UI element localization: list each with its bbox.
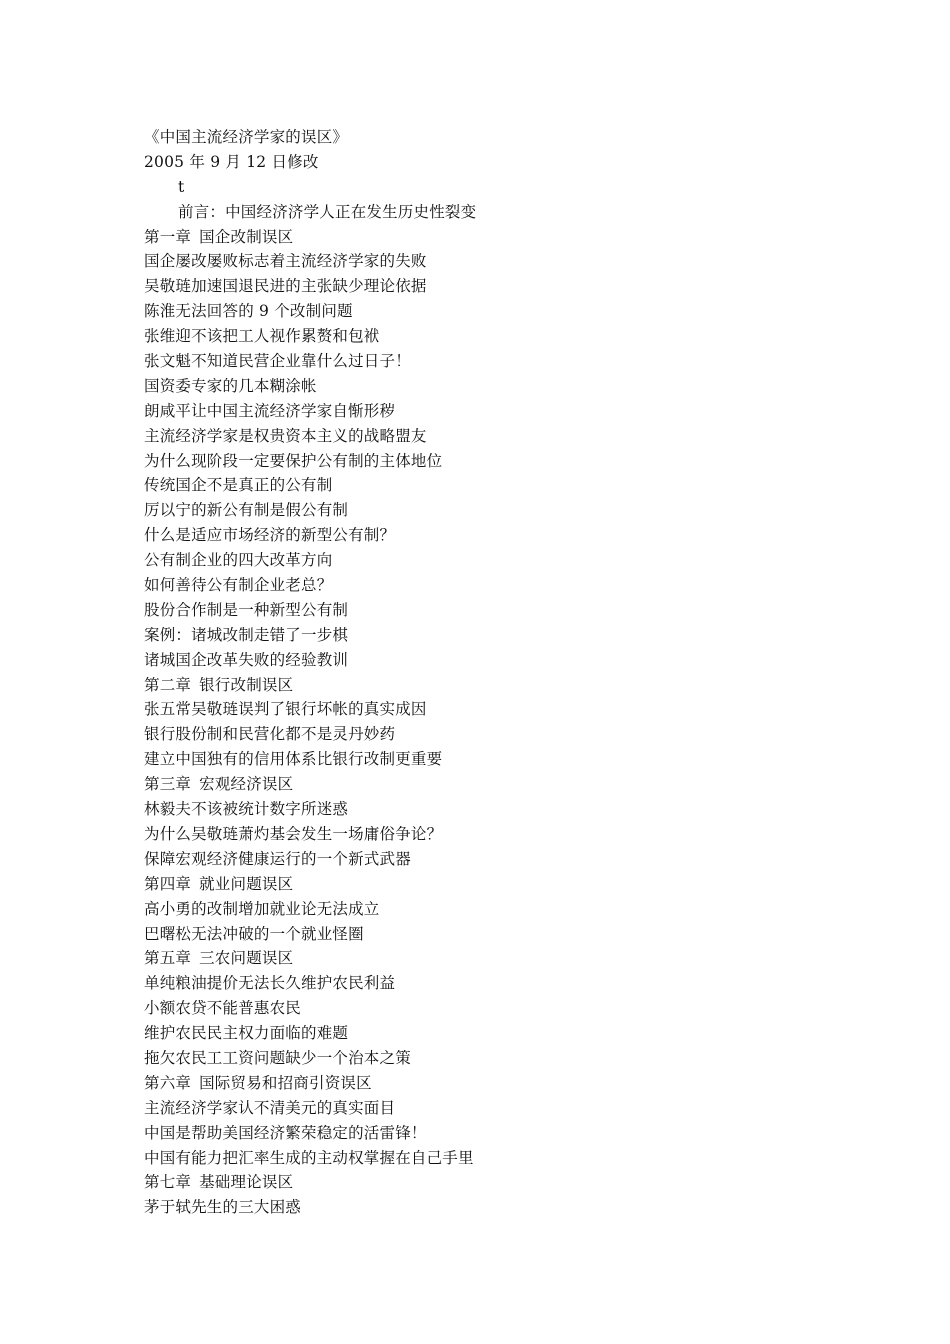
section-item: 为什么现阶段一定要保护公有制的主体地位	[144, 451, 443, 470]
chapter-number: 第六章	[144, 1073, 192, 1092]
section-item: 中国是帮助美国经济繁荣稳定的活雷锋！	[144, 1123, 427, 1142]
section-item: 主流经济学家认不清美元的真实面目	[144, 1098, 396, 1117]
section-item: 朗咸平让中国主流经济学家自惭形秽	[144, 401, 396, 420]
section-item: 银行股份制和民营化都不是灵丹妙药	[144, 725, 396, 744]
section-item: 茅于轼先生的三大困惑	[144, 1198, 302, 1217]
section-item: 吴敬琏加速国退民进的主张缺少理论依据	[144, 277, 427, 296]
chapter-number: 第一章	[144, 227, 192, 246]
section-item: 张文魁不知道民营企业靠什么过日子！	[144, 352, 411, 371]
section-item: 巴曙松无法冲破的一个就业怪圈	[144, 924, 364, 943]
stray-character: t	[178, 177, 185, 196]
section-item: 诸城国企改革失败的经验教训	[144, 650, 349, 669]
section-item: 公有制企业的四大改革方向	[144, 551, 333, 570]
section-item: 中国有能力把汇率生成的主动权掌握在自己手里	[144, 1148, 474, 1167]
section-item: 案例：诸城改制走错了一步棋	[144, 625, 349, 644]
chapter-title: 三农问题误区	[199, 949, 294, 968]
table-of-contents	[144, 225, 844, 1221]
chapter-title: 基础理论误区	[199, 1173, 294, 1192]
revision-date: 2005 年 9 月 12 日修改	[144, 152, 319, 171]
document-content	[144, 125, 844, 1220]
chapter-number: 第二章	[144, 675, 192, 694]
section-item: 传统国企不是真正的公有制	[144, 476, 333, 495]
document-title: 《中国主流经济学家的误区》	[144, 128, 349, 146]
chapter-number: 第五章	[144, 949, 192, 968]
section-item: 建立中国独有的信用体系比银行改制更重要	[144, 750, 443, 769]
section-item: 维护农民民主权力面临的难题	[144, 1024, 349, 1043]
preface-heading: 前言：中国经济济学人正在发生历史性裂变	[178, 202, 477, 221]
chapter-number: 第三章	[144, 775, 192, 794]
chapter-title: 银行改制误区	[199, 675, 294, 694]
section-item: 保障宏观经济健康运行的一个新式武器	[144, 849, 411, 868]
chapter-heading	[144, 946, 844, 971]
section-item: 国资委专家的几本糊涂帐	[144, 376, 317, 395]
section-item: 如何善待公有制企业老总？	[144, 576, 333, 595]
section-item: 张维迎不该把工人视作累赘和包袱	[144, 327, 380, 346]
chapter-title: 宏观经济误区	[199, 775, 294, 794]
section-item: 林毅夫不该被统计数字所迷惑	[144, 800, 349, 819]
chapter-heading	[144, 225, 844, 250]
chapter-heading	[144, 673, 844, 698]
chapter-number: 第七章	[144, 1173, 192, 1192]
section-item: 厉以宁的新公有制是假公有制	[144, 501, 349, 520]
section-item: 为什么吴敬琏萧灼基会发生一场庸俗争论？	[144, 824, 443, 843]
section-item: 拖欠农民工工资问题缺少一个治本之策	[144, 1048, 411, 1067]
chapter-number: 第四章	[144, 874, 192, 893]
section-item: 主流经济学家是权贵资本主义的战略盟友	[144, 426, 427, 445]
chapter-heading	[144, 872, 844, 897]
section-item: 小额农贷不能普惠农民	[144, 999, 302, 1018]
chapter-heading	[144, 772, 844, 797]
section-item: 什么是适应市场经济的新型公有制？	[144, 526, 396, 545]
section-item: 单纯粮油提价无法长久维护农民利益	[144, 974, 396, 993]
section-item: 股份合作制是一种新型公有制	[144, 600, 349, 619]
chapter-heading	[144, 1170, 844, 1195]
section-item: 陈淮无法回答的 9 个改制问题	[144, 302, 353, 321]
section-item: 张五常吴敬琏误判了银行坏帐的真实成因	[144, 700, 427, 719]
chapter-heading	[144, 1071, 844, 1096]
section-item: 高小勇的改制增加就业论无法成立	[144, 899, 380, 918]
chapter-title: 国际贸易和招商引资误区	[199, 1073, 372, 1092]
chapter-title: 国企改制误区	[199, 227, 294, 246]
section-item: 国企屡改屡败标志着主流经济学家的失败	[144, 252, 427, 271]
chapter-title: 就业问题误区	[199, 874, 294, 893]
